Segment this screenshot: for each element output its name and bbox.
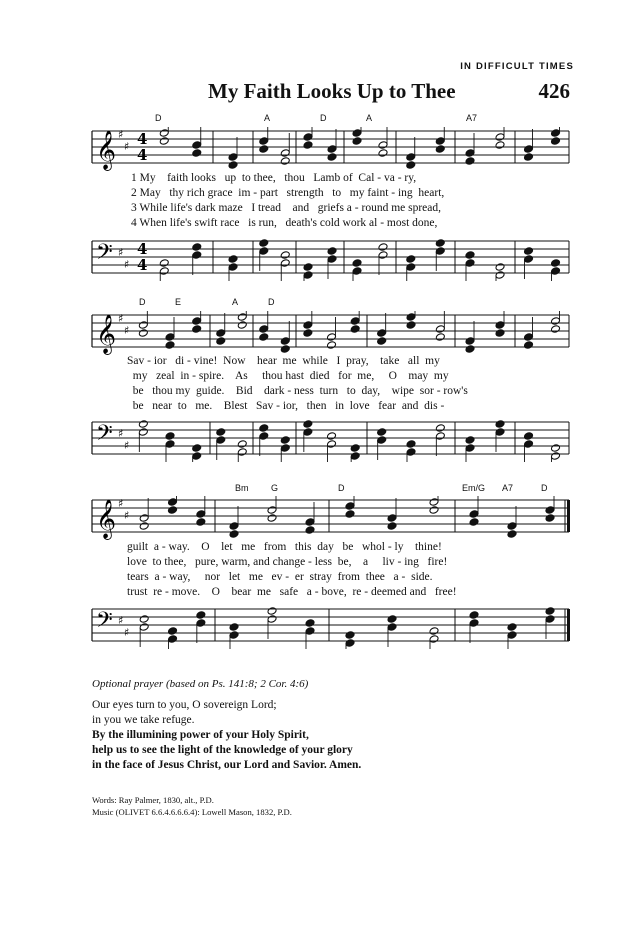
note-head — [465, 436, 475, 445]
treble-staff — [0, 127, 640, 171]
note-head — [387, 623, 397, 632]
chord-symbol: Em/G — [462, 483, 486, 493]
note-head — [280, 436, 290, 445]
section-heading: IN DIFFICULT TIMES — [460, 61, 574, 72]
note-head — [465, 444, 475, 453]
note-head — [551, 259, 561, 268]
note-head — [495, 428, 505, 437]
note-head — [327, 432, 337, 441]
note-head — [377, 337, 387, 346]
note-head — [165, 341, 175, 350]
note-head — [305, 526, 315, 535]
chord-symbol: D — [155, 113, 162, 123]
note-head — [495, 141, 505, 150]
note-head — [259, 325, 269, 334]
note-head — [237, 313, 247, 322]
treble-staff — [0, 311, 640, 355]
note-head — [507, 631, 517, 640]
sharp-icon: ♯ — [118, 614, 124, 627]
chord-symbol: D — [139, 297, 146, 307]
note-head — [229, 530, 239, 539]
note-head — [377, 329, 387, 338]
words-credit: Words: Ray Palmer, 1830, alt., P.D. — [92, 795, 214, 805]
note-head — [507, 530, 517, 539]
note-head — [435, 432, 445, 441]
note-head — [139, 522, 149, 531]
note-head — [465, 345, 475, 354]
note-head — [280, 345, 290, 354]
note-head — [345, 510, 355, 519]
treble-clef-icon: 𝄞 — [96, 499, 117, 539]
note-head — [280, 259, 290, 268]
prayer-label: Optional prayer (based on Ps. 141:8; 2 Cor. 4:6) — [92, 678, 309, 690]
lyric-line: trust re - move. O bear me safe a - bove, re - deemed and free! — [127, 586, 457, 598]
sharp-icon: ♯ — [124, 626, 130, 639]
note-head — [237, 440, 247, 449]
note-head — [259, 247, 269, 256]
note-head — [406, 263, 416, 272]
note-head — [345, 631, 355, 640]
note-head — [267, 506, 277, 515]
sharp-icon: ♯ — [124, 439, 130, 452]
note-head — [192, 452, 202, 461]
treble-clef-icon: 𝄞 — [96, 130, 117, 170]
note-head — [327, 145, 337, 154]
note-head — [524, 432, 534, 441]
note-head — [551, 452, 561, 461]
note-head — [406, 161, 416, 170]
note-head — [469, 510, 479, 519]
note-head — [168, 498, 178, 507]
bass-clef-icon: 𝄢 — [96, 240, 113, 270]
prayer-line-bold: By the illumining power of your Holy Spirit, — [92, 729, 309, 741]
note-head — [495, 263, 505, 272]
note-head — [469, 619, 479, 628]
note-head — [216, 436, 226, 445]
note-head — [327, 333, 337, 342]
note-head — [138, 420, 148, 429]
note-head — [192, 325, 202, 334]
note-head — [305, 619, 315, 628]
note-head — [495, 329, 505, 338]
note-head — [387, 514, 397, 523]
note-head — [139, 623, 149, 632]
prayer-line-bold: help us to see the light of the knowledge of your glory — [92, 744, 353, 756]
note-head — [138, 321, 148, 330]
sharp-icon: ♯ — [118, 497, 124, 510]
chord-symbol: A — [264, 113, 271, 123]
treble-clef-icon: 𝄞 — [96, 314, 117, 354]
note-head — [387, 522, 397, 531]
chord-symbol: A — [366, 113, 373, 123]
note-head — [237, 321, 247, 330]
note-head — [259, 239, 269, 248]
note-head — [551, 444, 561, 453]
note-head — [429, 506, 439, 515]
note-head — [545, 506, 555, 515]
note-head — [377, 436, 387, 445]
note-head — [378, 149, 388, 158]
note-head — [524, 440, 534, 449]
bass-clef-icon: 𝄢 — [96, 421, 113, 451]
note-head — [138, 428, 148, 437]
note-head — [524, 341, 534, 350]
bass-staff — [0, 418, 640, 462]
hymn-number: 426 — [538, 79, 570, 103]
hymn-title: My Faith Looks Up to Thee — [208, 79, 456, 103]
note-head — [192, 317, 202, 326]
bass-staff — [0, 605, 640, 649]
note-head — [280, 444, 290, 453]
note-head — [303, 141, 313, 150]
note-head — [303, 428, 313, 437]
note-head — [267, 514, 277, 523]
note-head — [350, 444, 360, 453]
note-head — [435, 145, 445, 154]
note-head — [216, 428, 226, 437]
lyric-line: guilt a - way. O let me from this day be whol - ly thine! — [127, 541, 442, 553]
note-head — [406, 313, 416, 322]
note-head — [168, 627, 178, 636]
note-head — [378, 243, 388, 252]
note-head — [327, 440, 337, 449]
chord-symbol: A7 — [466, 113, 478, 123]
note-head — [435, 239, 445, 248]
chord-symbol: G — [271, 483, 279, 493]
time-signature: 4 — [137, 256, 148, 274]
note-head — [159, 129, 169, 138]
note-head — [228, 153, 238, 162]
note-head — [406, 440, 416, 449]
note-head — [303, 271, 313, 280]
prayer-line-bold: in the face of Jesus Christ, our Lord and Savior. Amen. — [92, 759, 362, 771]
time-signature: 4 — [137, 240, 148, 258]
lyric-line: be near to me. Blest Sav - ior, then in love fear and dis - — [127, 400, 445, 412]
lyric-line: 1 My faith looks up to thee, thou Lamb of Cal - va - ry, — [131, 172, 417, 184]
chord-symbol: D — [541, 483, 548, 493]
note-head — [435, 325, 445, 334]
note-head — [280, 149, 290, 158]
note-head — [465, 259, 475, 268]
note-head — [495, 321, 505, 330]
note-head — [378, 141, 388, 150]
lyric-line: 3 While life's dark maze I tread and griefs a - round me spread, — [131, 202, 442, 214]
note-head — [551, 317, 561, 326]
chord-symbol: D — [338, 483, 345, 493]
note-head — [378, 251, 388, 260]
treble-staff — [0, 496, 640, 540]
note-head — [159, 267, 169, 276]
note-head — [465, 251, 475, 260]
note-head — [429, 635, 439, 644]
note-head — [237, 448, 247, 457]
lyric-line: my zeal in - spire. As thou hast died for me, O may my — [127, 370, 449, 382]
note-head — [495, 420, 505, 429]
note-head — [165, 333, 175, 342]
chord-symbol: A7 — [502, 483, 514, 493]
note-head — [327, 255, 337, 264]
note-head — [259, 333, 269, 342]
time-signature: 4 — [137, 146, 148, 164]
note-head — [350, 317, 360, 326]
lyric-line: 2 May thy rich grace im - part strength to my faint - ing heart, — [131, 187, 445, 199]
chord-symbol: D — [268, 297, 275, 307]
note-head — [551, 267, 561, 276]
chord-symbol: Bm — [235, 483, 249, 493]
note-head — [192, 243, 202, 252]
chord-symbol: E — [175, 297, 182, 307]
note-head — [303, 263, 313, 272]
note-head — [267, 615, 277, 624]
note-head — [159, 259, 169, 268]
note-head — [259, 432, 269, 441]
note-head — [192, 149, 202, 158]
note-head — [429, 627, 439, 636]
chord-symbol: A — [232, 297, 239, 307]
note-head — [327, 341, 337, 350]
note-head — [280, 251, 290, 260]
note-head — [303, 329, 313, 338]
note-head — [352, 259, 362, 268]
note-head — [495, 133, 505, 142]
bass-staff — [0, 237, 640, 281]
note-head — [327, 247, 337, 256]
note-head — [165, 440, 175, 449]
note-head — [303, 420, 313, 429]
note-head — [524, 247, 534, 256]
note-head — [280, 337, 290, 346]
note-head — [507, 522, 517, 531]
note-head — [469, 518, 479, 527]
note-head — [229, 522, 239, 531]
sharp-icon: ♯ — [124, 258, 130, 271]
note-head — [229, 631, 239, 640]
note-head — [435, 333, 445, 342]
note-head — [545, 607, 555, 616]
note-head — [303, 133, 313, 142]
note-head — [465, 337, 475, 346]
note-head — [435, 137, 445, 146]
sharp-icon: ♯ — [124, 324, 130, 337]
note-head — [216, 329, 226, 338]
note-head — [168, 635, 178, 644]
note-head — [435, 247, 445, 256]
lyric-line: tears a - way, nor let me ev - er stray from thee a - side. — [127, 571, 433, 583]
note-head — [305, 627, 315, 636]
note-head — [192, 251, 202, 260]
note-head — [406, 448, 416, 457]
note-head — [469, 611, 479, 620]
note-head — [545, 615, 555, 624]
note-head — [551, 137, 561, 146]
note-head — [259, 137, 269, 146]
sharp-icon: ♯ — [124, 509, 130, 522]
note-head — [387, 615, 397, 624]
chord-symbol: D — [320, 113, 327, 123]
note-head — [406, 153, 416, 162]
note-head — [495, 271, 505, 280]
note-head — [429, 498, 439, 507]
note-head — [406, 321, 416, 330]
note-head — [377, 428, 387, 437]
note-head — [345, 639, 355, 648]
lyric-line: be thou my guide. Bid dark - ness turn to day, wipe sor - row's — [127, 385, 468, 397]
note-head — [196, 619, 206, 628]
note-head — [216, 337, 226, 346]
note-head — [327, 153, 337, 162]
note-head — [139, 615, 149, 624]
note-head — [192, 141, 202, 150]
note-head — [352, 137, 362, 146]
note-head — [524, 255, 534, 264]
note-head — [435, 424, 445, 433]
note-head — [352, 129, 362, 138]
note-head — [345, 502, 355, 511]
prayer-line: Our eyes turn to you, O sovereign Lord; — [92, 699, 277, 711]
note-head — [303, 321, 313, 330]
note-head — [267, 607, 277, 616]
lyric-line: love to thee, pure, warm, and change - less be, a liv - ing fire! — [127, 556, 448, 568]
note-head — [545, 514, 555, 523]
lyric-line: 4 When life's swift race is run, death's cold work al - most done, — [131, 217, 438, 229]
note-head — [551, 325, 561, 334]
note-head — [228, 255, 238, 264]
note-head — [228, 263, 238, 272]
note-head — [350, 452, 360, 461]
bass-clef-icon: 𝄢 — [96, 608, 113, 638]
sharp-icon: ♯ — [118, 128, 124, 141]
note-head — [280, 157, 290, 166]
note-head — [524, 153, 534, 162]
note-head — [507, 623, 517, 632]
note-head — [192, 444, 202, 453]
sharp-icon: ♯ — [118, 246, 124, 259]
note-head — [138, 329, 148, 338]
note-head — [228, 161, 238, 170]
prayer-line: in you we take refuge. — [92, 714, 195, 726]
note-head — [196, 611, 206, 620]
note-head — [165, 432, 175, 441]
note-head — [168, 506, 178, 515]
note-head — [259, 145, 269, 154]
note-head — [465, 149, 475, 158]
note-head — [352, 267, 362, 276]
note-head — [551, 129, 561, 138]
note-head — [259, 424, 269, 433]
note-head — [305, 518, 315, 527]
note-head — [465, 157, 475, 166]
music-credit: Music (OLIVET 6.6.4.6.6.6.4): Lowell Mason, 1832, P.D. — [92, 807, 292, 817]
note-head — [524, 333, 534, 342]
note-head — [524, 145, 534, 154]
note-head — [159, 137, 169, 146]
time-signature: 4 — [137, 130, 148, 148]
sharp-icon: ♯ — [118, 427, 124, 440]
note-head — [196, 510, 206, 519]
note-head — [229, 623, 239, 632]
note-head — [139, 514, 149, 523]
note-head — [406, 255, 416, 264]
note-head — [350, 325, 360, 334]
sharp-icon: ♯ — [118, 312, 124, 325]
note-head — [196, 518, 206, 527]
sharp-icon: ♯ — [124, 140, 130, 153]
lyric-line: Sav - ior di - vine! Now hear me while I pray, take all my — [127, 355, 440, 367]
